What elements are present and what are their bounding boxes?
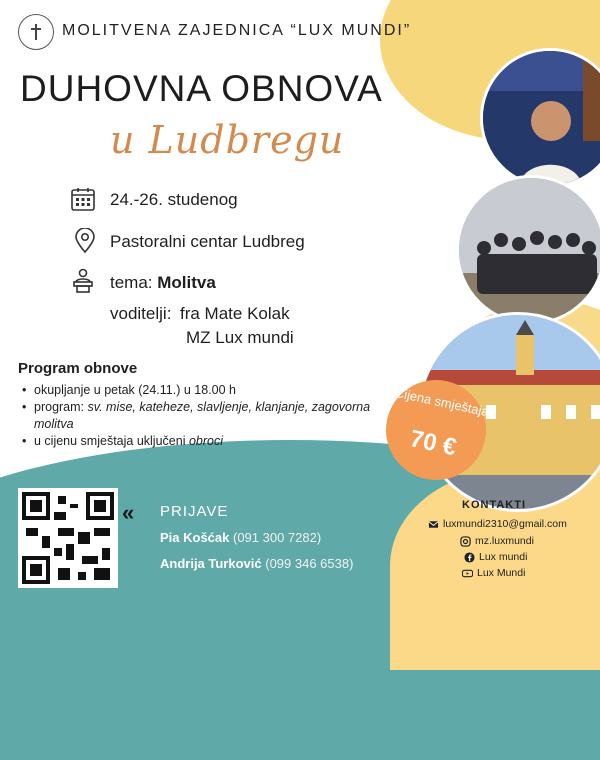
instagram-icon <box>460 536 471 547</box>
registration-title: PRIJAVE <box>160 503 229 520</box>
youtube-icon <box>462 568 473 579</box>
page-subtitle: u Ludbregu <box>110 118 345 162</box>
list-item: • u cijenu smještaja uključeni obroci <box>20 433 380 450</box>
contact-email[interactable]: luxmundi2310@gmail.com <box>428 518 567 530</box>
leaders-label: voditelji: <box>110 304 172 323</box>
group-photo <box>456 175 600 325</box>
list-item: • okupljanje u petak (24.11.) u 18.00 h <box>20 382 380 399</box>
program-list <box>20 382 380 450</box>
email-icon <box>428 519 439 530</box>
arrow-left-icon: « <box>122 500 132 525</box>
topic-value: Molitva <box>157 273 216 292</box>
facebook-icon <box>464 552 475 563</box>
contact-youtube[interactable]: Lux Mundi <box>462 567 525 579</box>
contact-instagram[interactable]: mz.luxmundi <box>460 535 534 547</box>
org-name: MOLITVENA ZAJEDNICA “LUX MUNDI” <box>62 22 412 39</box>
contacts-title: KONTAKTI <box>462 499 527 511</box>
page-title: DUHOVNA OBNOVA <box>20 68 383 109</box>
leader-2: MZ Lux mundi <box>186 328 294 347</box>
registration-contact-1: Pia Košćak (091 300 7282) <box>160 530 322 545</box>
program-title: Program obnove <box>18 360 138 377</box>
speaker-podium-icon <box>70 268 96 294</box>
qr-code-icon[interactable] <box>18 488 118 588</box>
calendar-icon <box>70 186 96 212</box>
location-pin-icon <box>72 228 98 254</box>
event-topic <box>110 273 216 293</box>
topic-label: tema: <box>110 273 153 292</box>
contact-facebook[interactable]: Lux mundi <box>464 551 527 563</box>
event-location: Pastoralni centar Ludbreg <box>110 232 305 251</box>
event-date: 24.-26. studenog <box>110 190 238 209</box>
price-label: Cijena smještaja <box>393 384 491 420</box>
registration-contact-2: Andrija Turković (099 346 6538) <box>160 556 354 571</box>
price-value: 70 € <box>407 425 459 462</box>
leader-1: fra Mate Kolak <box>180 304 290 323</box>
cross-circle-icon <box>18 14 54 50</box>
list-item: • program: sv. mise, kateheze, slavljenje, klanjanje, zagovorna molitva <box>20 399 380 433</box>
